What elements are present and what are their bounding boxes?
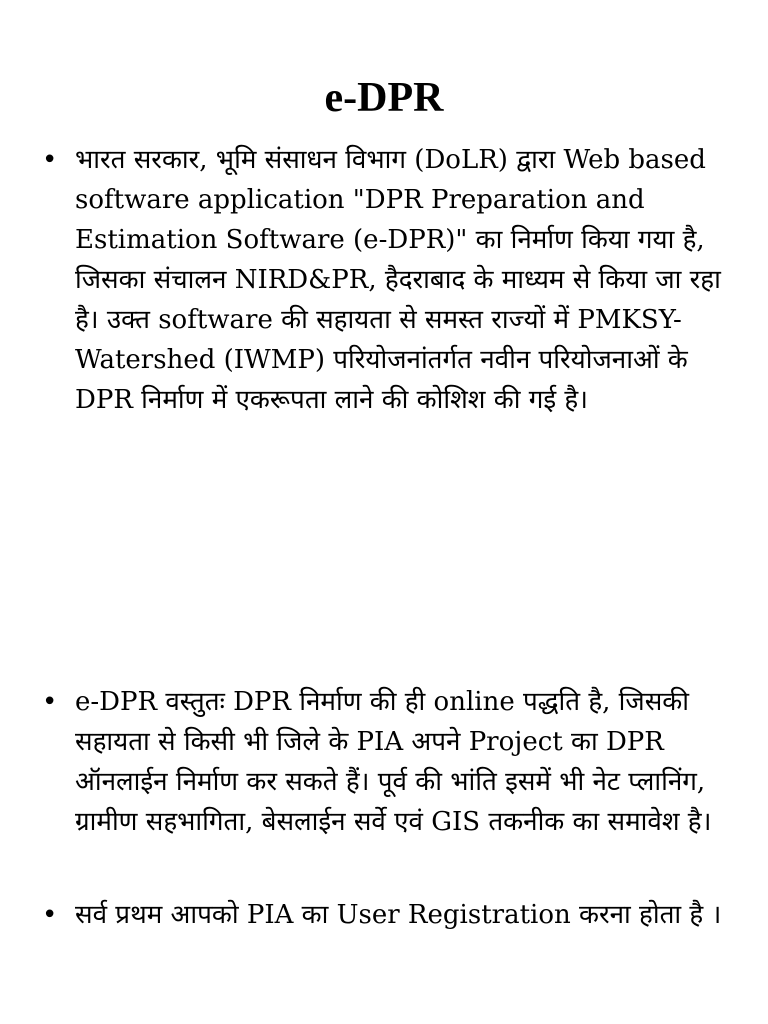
bullet-item — [42, 895, 725, 935]
bullet-text: सर्व प्रथम आपको PIA का User Registration करना होता है । — [75, 900, 722, 930]
bullet-item — [42, 682, 725, 842]
slide-title: e-DPR — [324, 75, 444, 122]
bullet-dot-icon: • — [42, 900, 58, 930]
bullet-text: e-DPR वस्तुतः DPR निर्माण की ही online पद्धति है, जिसकी सहायता से किसी भी जिले के PIA अपने Project का DPR ऑनलाईन निर्माण कर सकते हैं। पूर्व की भांति इसमें भी नेट प्लानिंग, ग्रामीण सहभागिता, बेसलाईन सर्वे एवं GIS तकनीक का समावेश है। — [75, 687, 712, 837]
bullet-text: भारत सरकार, भूमि संसाधन विभाग (DoLR) द्वारा Web based software application "DPR Preparation and Estimation Software (e-DPR)" का निर्माण किया गया है, जिसका संचालन NIRD&PR, हैदराबाद के माध्यम से किया जा रहा है। उक्त software की सहायता से समस्त राज्यों में PMKSY-Watershed (IWMP) परियोजनांतर्गत नवीन परियोजनाओं के DPR निर्माण में एकरूपता लाने की कोशिश की गई है। — [75, 145, 721, 415]
bullet-dot-icon: • — [42, 687, 58, 717]
bullet-dot-icon: • — [42, 145, 58, 175]
bullet-item — [42, 140, 725, 420]
